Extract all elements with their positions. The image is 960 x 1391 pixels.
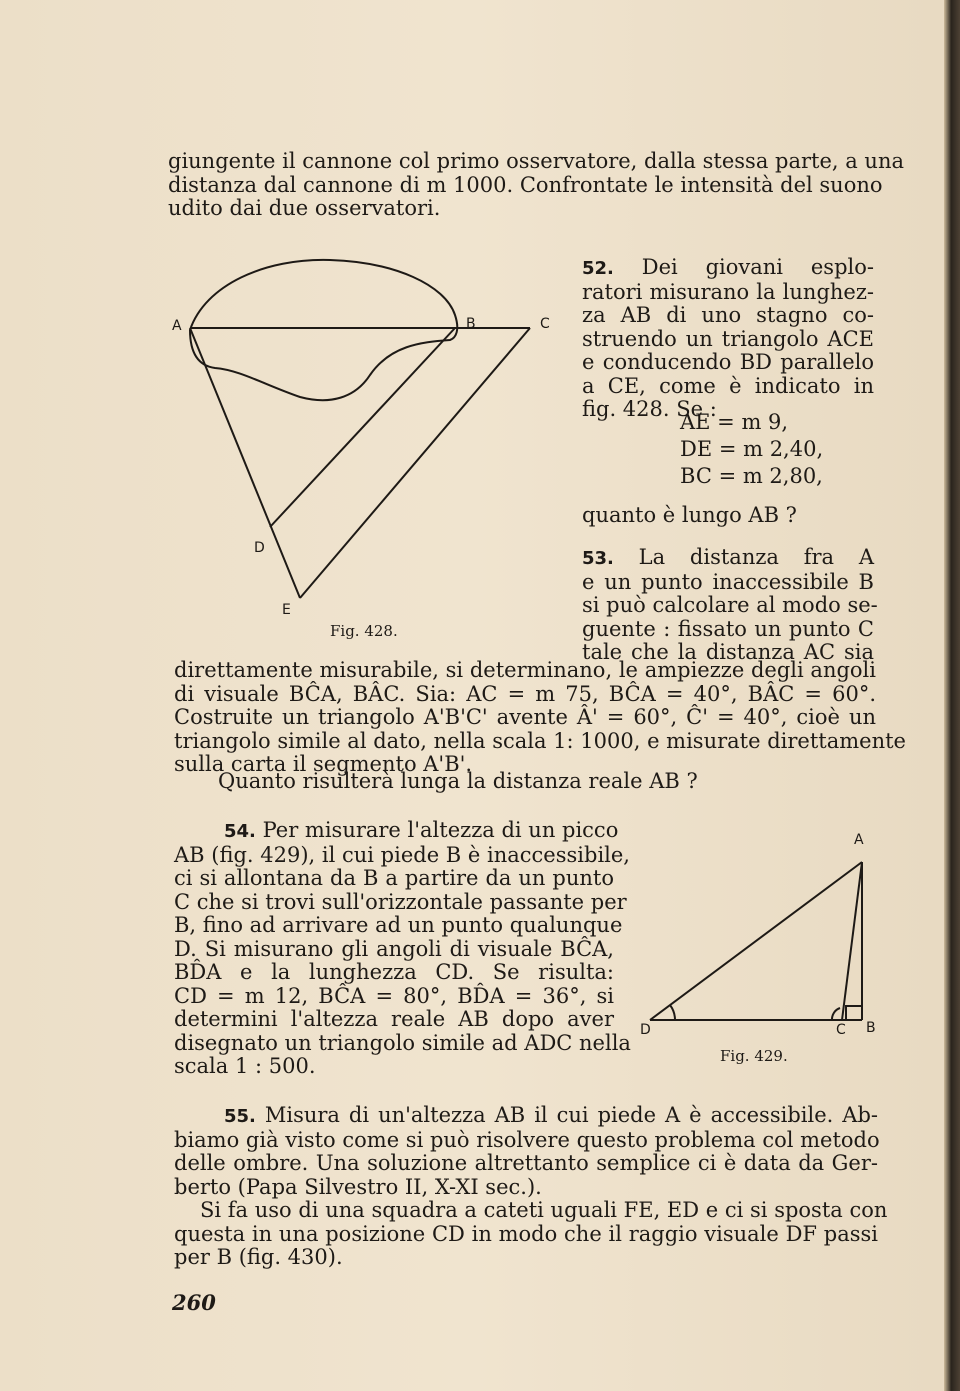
- problem-54-text: [174, 818, 631, 1079]
- text-line: AB (fig. 429), il cui piede B è inaccessibile,: [174, 842, 630, 867]
- right-angle-mark: [846, 1006, 862, 1020]
- text-line: determini l'altezza reale AB dopo aver: [174, 1007, 614, 1031]
- text-line: a CE, come è indicato in: [582, 373, 874, 398]
- text-line: giungente il cannone col primo osservatore, dalla stessa parte, a una: [168, 149, 904, 173]
- text-line: C che si trovi sull'orizzontale passante per: [174, 889, 627, 914]
- text-line: guente : fissato un punto C: [582, 616, 874, 641]
- given-ae: AE = m 9,: [680, 410, 789, 434]
- text-line: Dei giovani esplo-: [641, 255, 874, 279]
- problem-55-text: [174, 1103, 888, 1270]
- segment-ce: [300, 328, 530, 598]
- text-line: B, fino ad arrivare ad un punto qualunque: [174, 913, 623, 937]
- text-line: delle ombre. Una soluzione altrettanto semplice ci è data da Ger-: [174, 1151, 878, 1175]
- text-line: distanza dal cannone di m 1000. Confrontate le intensità del suono: [168, 172, 883, 197]
- text-line: Si fa uso di una squadra a cateti uguali FE, ED e ci si sposta con: [200, 1198, 888, 1222]
- problem-number: 54.: [224, 821, 256, 842]
- text-line: Per misurare l'altezza di un picco: [262, 818, 619, 842]
- problem-53-full-text: [174, 658, 906, 777]
- text-line: sulla carta il segmento A'B'.: [174, 752, 473, 776]
- text-line: za AB di uno stagno co-: [582, 303, 874, 327]
- text-line: fig. 428. Se :: [582, 397, 717, 421]
- problem-number: 52.: [582, 258, 614, 279]
- text-line: La distanza fra A: [638, 545, 874, 569]
- text-line: BD̂A e la lunghezza CD. Se risulta:: [174, 960, 614, 984]
- label-b-428: B: [466, 316, 476, 332]
- problem-number: 53.: [582, 548, 614, 569]
- text-line: Misura di un'altezza AB il cui piede A è accessibile. Ab-: [264, 1103, 878, 1127]
- label-a-428: A: [172, 318, 182, 334]
- text-line: e conducendo BD parallelo: [582, 350, 874, 374]
- label-e-428: E: [282, 602, 291, 618]
- label-c-428: C: [540, 316, 550, 332]
- text-line: e un punto inaccessibile B: [582, 569, 874, 594]
- label-c-429: C: [836, 1022, 846, 1038]
- text-line: per B (fig. 430).: [174, 1245, 343, 1269]
- pond-outline: [190, 260, 457, 400]
- text-line: disegnato un triangolo simile ad ADC nella: [174, 1030, 631, 1055]
- text-line: berto (Papa Silvestro II, X-XI sec.).: [174, 1174, 542, 1199]
- segment-ca: [842, 862, 862, 1020]
- problem-53-question: Quanto risulterà lunga la distanza reale AB ?: [218, 769, 698, 793]
- segment-ae: [190, 328, 300, 598]
- given-de: DE = m 2,40,: [680, 437, 824, 461]
- text-line: Costruite un triangolo A'B'C' avente Â' = 60°, Ĉ' = 40°, cioè un: [174, 705, 876, 729]
- text-line: CD = m 12, BĈA = 80°, BD̂A = 36°, si: [174, 983, 614, 1008]
- text-line: ratori misurano la lunghez-: [582, 279, 874, 304]
- problem-53-side-text: [582, 545, 878, 665]
- text-line: si può calcolare al modo se-: [582, 593, 878, 617]
- text-line: struendo un triangolo ACE: [582, 326, 874, 351]
- label-b-429: B: [866, 1020, 876, 1036]
- text-line: D. Si misurano gli angoli di visuale BĈA,: [174, 936, 614, 961]
- problem-52-question: quanto è lungo AB ?: [582, 503, 797, 527]
- text-line: tale che la distanza AC sia: [582, 640, 874, 664]
- angle-arc-c: [832, 1008, 840, 1020]
- label-d-429: D: [640, 1022, 651, 1038]
- segment-da: [650, 862, 862, 1020]
- figure-429-caption: Fig. 429.: [720, 1047, 788, 1065]
- text-line: di visuale BĈA, BÂC. Sia: AC = m 75, BĈA = 40°, BÂC = 60°.: [174, 681, 876, 706]
- figure-428-caption: Fig. 428.: [330, 622, 398, 640]
- page-number: 260: [172, 1290, 216, 1315]
- segment-bd: [270, 328, 455, 527]
- text-line: questa in una posizione CD in modo che il raggio visuale DF passi: [174, 1221, 878, 1246]
- text-line: ci si allontana da B a partire da un punto: [174, 866, 614, 890]
- angle-arc-d: [670, 1005, 675, 1020]
- text-line: triangolo simile al dato, nella scala 1: 1000, e misurate direttamente: [174, 728, 906, 753]
- text-line: scala 1 : 500.: [174, 1054, 316, 1078]
- text-line: udito dai due osservatori.: [168, 196, 441, 220]
- text-line: biamo già visto come si può risolvere questo problema col metodo: [174, 1127, 880, 1152]
- label-d-428: D: [254, 540, 265, 556]
- problem-number: 55.: [224, 1106, 256, 1127]
- given-bc: BC = m 2,80,: [680, 464, 823, 488]
- label-a-429: A: [854, 832, 864, 848]
- text-line: direttamente misurabile, si determinano, le ampiezze degli angoli: [174, 658, 876, 682]
